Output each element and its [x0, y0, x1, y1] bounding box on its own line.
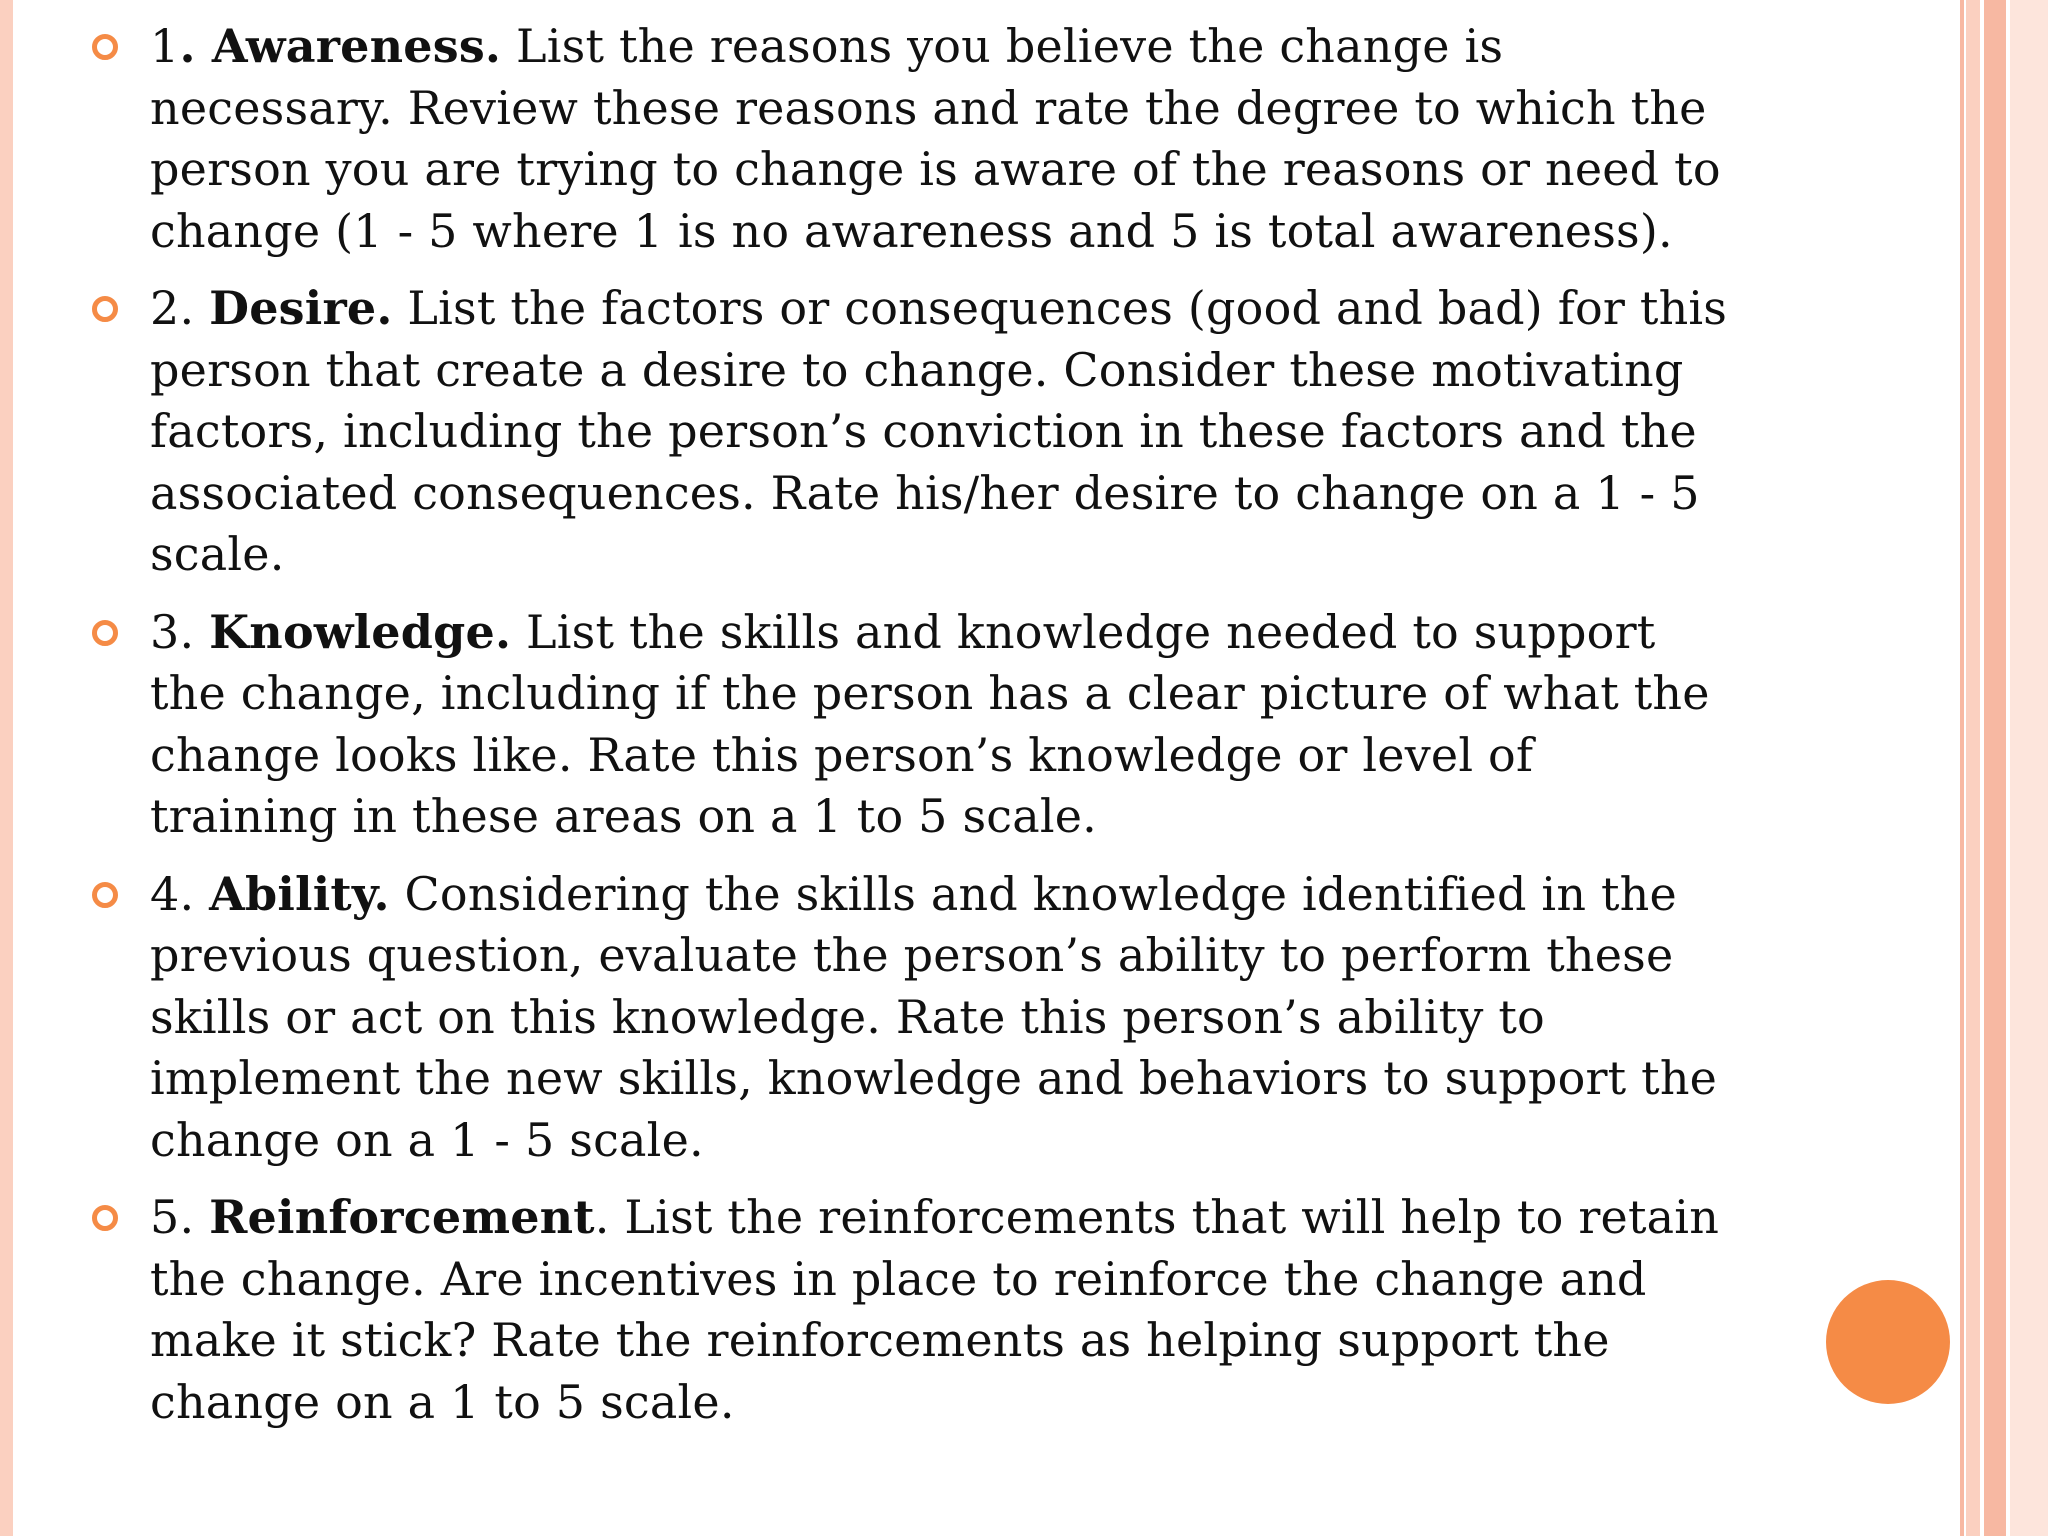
item-number-tail: .: [179, 1190, 210, 1244]
item-number: 1: [150, 19, 180, 73]
item-text: List the skills and knowledge needed to support the change, including if the person has a clear picture of what the change looks like. Rate this person’s knowledge or level of training in these areas on a 1 to 5 scale.: [150, 604, 1710, 843]
bullet-ring-icon: [92, 1205, 118, 1231]
item-number-tail: .: [179, 604, 210, 659]
item-number: 2: [150, 281, 180, 335]
item-number: 5: [150, 1190, 180, 1244]
item-number: 3: [150, 604, 180, 659]
right-border-stripe: [2010, 0, 2048, 1536]
decorative-orange-circle: [1826, 1280, 1950, 1404]
item-number-tail: .: [179, 281, 210, 335]
item-text: Considering the skills and knowledge identified in the previous question, evaluate the person’s ability to perform these skills or act on this knowledge. Rate this person’s ability to implement the new skills, knowledge and behaviors to support the change on a 1 - 5 scale.: [150, 866, 1718, 1167]
bullet-ring-icon: [92, 882, 118, 908]
bullet-item-reinforcement: [90, 1187, 1730, 1433]
item-text: List the factors or consequences (good and bad) for this person that create a desire to change. Consider these motivating factors, including the person’s conviction in these factors and the associated consequences. Rate his/her desire to change on a 1 - 5 scale.: [150, 281, 1728, 581]
bullet-item-awareness: [90, 16, 1730, 262]
bullet-ring-icon: [92, 34, 118, 60]
item-text: List the reasons you believe the change is necessary. Review these reasons and rate the degree to which the person you are trying to change is aware of the reasons or need to change (1 - 5 where 1 is no awareness and 5 is total awareness).: [150, 19, 1721, 258]
item-heading: Desire.: [209, 281, 393, 335]
bullet-ring-icon: [92, 620, 118, 646]
item-number: 4: [150, 866, 180, 921]
item-text: . List the reinforcements that will help to retain the change. Are incentives in place to reinforce the change and make it stick? Rate the reinforcements as helping support the change on a 1 to 5 scale.: [150, 1190, 1720, 1429]
item-number-tail: .: [179, 866, 210, 921]
bullet-item-knowledge: [90, 602, 1730, 848]
bullet-list: [90, 16, 1730, 1449]
item-heading: Reinforcement: [209, 1190, 595, 1244]
item-heading: . Awareness.: [179, 19, 502, 73]
left-border-bar: [0, 0, 13, 1536]
right-border-stripe: [1984, 0, 2006, 1536]
bullet-item-ability: [90, 864, 1730, 1172]
item-heading: Ability.: [209, 866, 390, 921]
bullet-item-desire: [90, 278, 1730, 586]
bullet-ring-icon: [92, 296, 118, 322]
right-border-stripe: [1966, 0, 1980, 1536]
item-heading: Knowledge.: [209, 604, 512, 659]
